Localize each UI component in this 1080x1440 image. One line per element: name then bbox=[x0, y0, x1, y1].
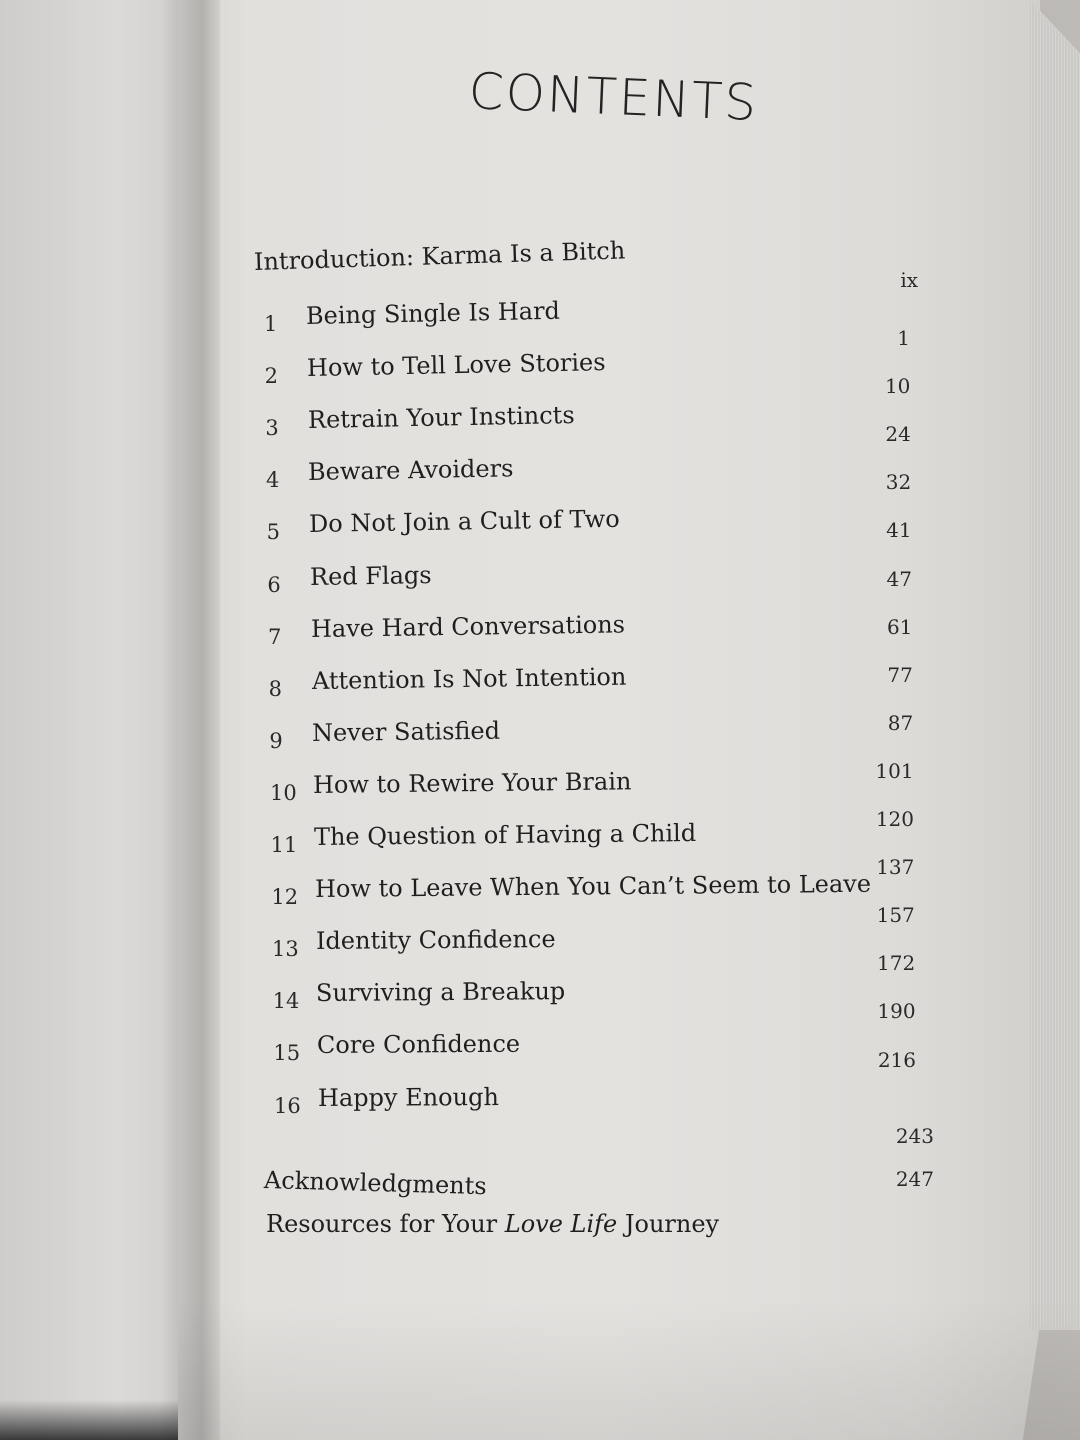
introduction-page: ix bbox=[900, 268, 918, 292]
resources-title-suffix: Journey bbox=[617, 1210, 720, 1238]
chapter-page: 172 bbox=[877, 951, 916, 976]
chapter-page: 157 bbox=[876, 903, 915, 928]
chapter-number: 2 bbox=[264, 364, 279, 389]
chapter-page: 87 bbox=[887, 710, 914, 735]
chapter-page: 10 bbox=[884, 374, 911, 399]
chapter-page: 137 bbox=[876, 855, 915, 880]
chapter-number: 3 bbox=[265, 416, 279, 441]
chapter-title: Surviving a Breakup bbox=[316, 977, 566, 1008]
chapter-page: 32 bbox=[885, 470, 912, 495]
chapter-title: Do Not Join a Cult of Two bbox=[308, 505, 621, 539]
contents-heading: CONTENTS bbox=[467, 62, 760, 133]
chapter-number: 10 bbox=[270, 780, 297, 805]
acknowledgments-page: 243 bbox=[895, 1124, 934, 1148]
chapter-number: 15 bbox=[273, 1041, 301, 1066]
acknowledgments-title: Acknowledgments bbox=[263, 1166, 488, 1201]
chapter-title: Attention Is Not Intention bbox=[311, 662, 627, 695]
chapter-number: 4 bbox=[266, 468, 280, 493]
chapter-title: Retrain Your Instincts bbox=[307, 401, 575, 435]
resources-title bbox=[266, 1210, 719, 1238]
chapter-number: 8 bbox=[268, 676, 283, 701]
chapter-title: Happy Enough bbox=[317, 1082, 499, 1112]
chapter-number: 6 bbox=[267, 572, 281, 597]
chapter-title: Red Flags bbox=[309, 560, 432, 591]
resources-page: 247 bbox=[895, 1167, 934, 1191]
page-edges bbox=[1030, 0, 1080, 1330]
chapter-number: 9 bbox=[269, 728, 283, 753]
chapter-title: Identity Confidence bbox=[315, 925, 556, 956]
chapter-title: Core Confidence bbox=[317, 1030, 521, 1060]
chapter-title: How to Tell Love Stories bbox=[306, 348, 606, 383]
chapter-number: 13 bbox=[272, 937, 299, 962]
chapter-number: 11 bbox=[270, 833, 298, 857]
chapter-title: How to Leave When You Can’t Seem to Leave bbox=[314, 869, 871, 904]
chapter-page: 190 bbox=[877, 999, 916, 1024]
chapter-number: 16 bbox=[274, 1093, 301, 1118]
chapter-page: 41 bbox=[886, 518, 912, 543]
resources-title-italic: Love Life bbox=[504, 1210, 618, 1238]
chapter-title: Never Satisfied bbox=[312, 716, 501, 747]
chapter-number: 12 bbox=[271, 885, 299, 910]
chapter-page: 24 bbox=[885, 422, 911, 447]
chapter-title: Being Single Is Hard bbox=[305, 296, 561, 330]
chapter-number: 14 bbox=[272, 989, 300, 1014]
chapter-number: 1 bbox=[264, 312, 278, 336]
chapter-number: 7 bbox=[268, 624, 282, 649]
chapter-page: 77 bbox=[887, 662, 913, 687]
chapter-page: 101 bbox=[875, 758, 914, 783]
chapter-page: 47 bbox=[886, 566, 912, 591]
book-gutter-shadow bbox=[160, 0, 220, 1440]
chapter-title: Have Hard Conversations bbox=[310, 609, 625, 643]
chapter-number: 5 bbox=[266, 520, 281, 545]
chapter-page: 1 bbox=[897, 326, 910, 350]
resources-title-prefix: Resources for Your bbox=[266, 1210, 505, 1238]
chapter-title: Beware Avoiders bbox=[308, 454, 515, 487]
introduction-title: Introduction: Karma Is a Bitch bbox=[253, 236, 626, 276]
chapter-title: The Question of Having a Child bbox=[313, 818, 697, 851]
chapter-page: 61 bbox=[886, 614, 913, 639]
chapter-page: 216 bbox=[877, 1047, 916, 1072]
chapter-page: 120 bbox=[875, 807, 914, 831]
page-bottom-shadow bbox=[178, 1300, 1080, 1440]
chapter-title: How to Rewire Your Brain bbox=[313, 767, 632, 799]
